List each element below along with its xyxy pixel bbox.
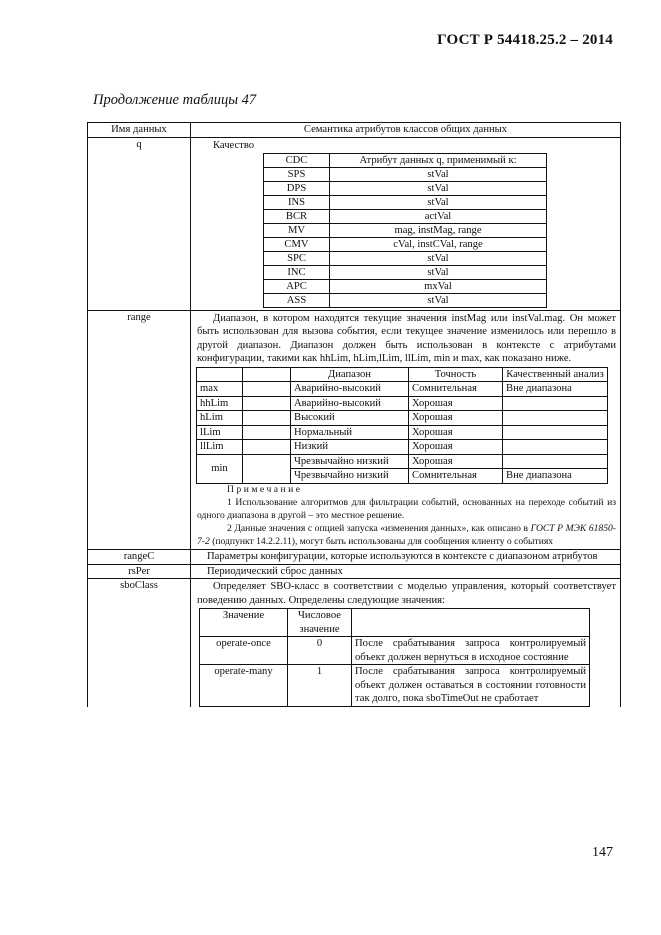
cdc-attribute-cell: actVal — [330, 209, 547, 223]
cdc-class-cell: MV — [264, 223, 330, 237]
sboclass-description: Определяет SBO-класс в соответствии с моделью управления, который соответствует поведению данных. Определены следующие значения: — [197, 581, 616, 606]
range-header-cell: Диапазон — [291, 367, 409, 382]
sbo-description-cell: После срабатывания запроса контролируемый объект должен вернуться в исходное состояние — [352, 637, 590, 665]
sbo-row — [200, 637, 590, 665]
sbo-header-cell: Значение — [200, 609, 288, 637]
cdc-header-cell: CDC — [264, 153, 330, 167]
note-title: Примечание — [227, 483, 303, 495]
range-cell — [243, 396, 291, 411]
cdc-attribute-cell: stVal — [330, 293, 547, 307]
range-cell: Нормальный — [291, 425, 409, 440]
cdc-class-cell: BCR — [264, 209, 330, 223]
table-row-q — [88, 138, 621, 311]
sbo-value-cell: operate-once — [200, 637, 288, 665]
data-name-cell: range — [88, 310, 191, 550]
range-cell: Хорошая — [409, 454, 503, 469]
range-cell — [243, 454, 291, 483]
data-name-cell: rangeC — [88, 550, 191, 565]
range-cell: Вне диапазона — [503, 382, 608, 397]
cdc-row — [264, 167, 547, 181]
range-row — [197, 425, 608, 440]
range-cell — [243, 440, 291, 455]
range-row — [197, 454, 608, 469]
data-attributes-table — [87, 122, 621, 707]
range-row — [197, 382, 608, 397]
range-cell: Хорошая — [409, 440, 503, 455]
table-header-row — [88, 123, 621, 138]
range-cell: max — [197, 382, 243, 397]
range-cell — [503, 425, 608, 440]
range-cell: Аварийно-высокий — [291, 396, 409, 411]
cdc-class-cell: DPS — [264, 181, 330, 195]
cdc-header-cell: Атрибут данных q, применимый к: — [330, 153, 547, 167]
range-cell — [503, 454, 608, 469]
data-name-cell: sboClass — [88, 579, 191, 707]
range-cell: Аварийно-высокий — [291, 382, 409, 397]
range-cell: llLim — [197, 440, 243, 455]
cdc-attribute-cell: mxVal — [330, 279, 547, 293]
cdc-table — [263, 153, 547, 308]
cdc-class-cell: INC — [264, 265, 330, 279]
cdc-class-cell: CMV — [264, 237, 330, 251]
range-cell: Сомнительная — [409, 382, 503, 397]
cdc-attribute-cell: stVal — [330, 167, 547, 181]
cdc-row — [264, 279, 547, 293]
table-continuation-title: Продолжение таблицы 47 — [93, 92, 257, 108]
cdc-row — [264, 181, 547, 195]
range-header-cell: Точность — [409, 367, 503, 382]
note-1: 1 Использование алгоритмов для фильтрации событий, основанных на переходе событий из одного диапазона в другой – это местное решение. — [197, 497, 616, 521]
sbo-header-cell: Числовое значение — [288, 609, 352, 637]
cdc-row — [264, 209, 547, 223]
cdc-attribute-cell: mag, instMag, range — [330, 223, 547, 237]
range-table — [196, 367, 608, 484]
range-cell — [503, 440, 608, 455]
sbo-value-cell: operate-many — [200, 665, 288, 707]
range-cell: Чрезвычайно низкий — [291, 469, 409, 484]
range-cell: Хорошая — [409, 411, 503, 426]
cdc-header-row — [264, 153, 547, 167]
range-cell: hhLim — [197, 396, 243, 411]
range-row — [197, 411, 608, 426]
range-cell: Высокий — [291, 411, 409, 426]
column-header-semantics: Семантика атрибутов классов общих данных — [191, 123, 621, 138]
semantics-cell: Периодический сброс данных — [191, 564, 621, 579]
column-header-name: Имя данных — [88, 123, 191, 138]
range-cell — [503, 411, 608, 426]
semantics-cell — [191, 579, 621, 707]
range-header-cell: Качественный анализ — [503, 367, 608, 382]
sbo-header-cell — [352, 609, 590, 637]
cdc-class-cell: ASS — [264, 293, 330, 307]
range-cell — [243, 411, 291, 426]
table-row-rsPer — [88, 564, 621, 579]
range-header-row — [197, 367, 608, 382]
range-cell: Сомнительная — [409, 469, 503, 484]
cdc-attribute-cell: cVal, instCVal, range — [330, 237, 547, 251]
range-row — [197, 440, 608, 455]
cdc-row — [264, 251, 547, 265]
table-row-range — [88, 310, 621, 550]
q-label: Качество — [213, 140, 255, 151]
cdc-class-cell: SPC — [264, 251, 330, 265]
range-header-cell — [197, 367, 243, 382]
range-cell: Хорошая — [409, 396, 503, 411]
cdc-class-cell: APC — [264, 279, 330, 293]
standard-header: ГОСТ Р 54418.25.2 – 2014 — [437, 32, 613, 48]
note-2: 2 Данные значения с опцией запуска «изменения данных», как описано в ГОСТ Р МЭК 61850-7-2 (подпункт 14.2.2.11), могут быть использованы для сообщения клиенту о событиях — [197, 523, 617, 547]
data-name-cell: q — [88, 138, 191, 311]
table-row-rangeC — [88, 550, 621, 565]
cdc-row — [264, 195, 547, 209]
range-cell — [243, 425, 291, 440]
cdc-class-cell: SPS — [264, 167, 330, 181]
page-number: 147 — [592, 845, 613, 860]
cdc-attribute-cell: stVal — [330, 195, 547, 209]
range-cell — [503, 396, 608, 411]
sbo-numeric-cell: 1 — [288, 665, 352, 707]
cdc-attribute-cell: stVal — [330, 181, 547, 195]
sbo-row — [200, 665, 590, 707]
sbo-description-cell: После срабатывания запроса контролируемый объект должен оставаться в состоянии готовности так долго, пока sboTimeOut не сработает — [352, 665, 590, 707]
range-description: Диапазон, в котором находятся текущие значения instMag или instVal.mag. Он может быть использован для вызова события, если текущее значение изменилось или перешло в другой диапазон. Диапазон должен быть использован в контексте с атрибутами конфигурации, такими как hhLim, hLim,lLim, llLim, min и max, как показано ниже. — [197, 312, 616, 364]
range-cell: Чрезвычайно низкий — [291, 454, 409, 469]
range-cell: min — [197, 454, 243, 483]
cdc-attribute-cell: stVal — [330, 251, 547, 265]
range-cell: hLim — [197, 411, 243, 426]
semantics-cell — [191, 138, 621, 311]
range-cell: lLim — [197, 425, 243, 440]
cdc-row — [264, 293, 547, 307]
data-name-cell: rsPer — [88, 564, 191, 579]
range-row — [197, 396, 608, 411]
sbo-header-row — [200, 609, 590, 637]
range-cell — [243, 382, 291, 397]
range-cell: Хорошая — [409, 425, 503, 440]
table-row-sboClass — [88, 579, 621, 707]
semantics-cell — [191, 310, 621, 550]
sbo-numeric-cell: 0 — [288, 637, 352, 665]
semantics-cell: Параметры конфигурации, которые используются в контексте с диапазоном атрибутов — [191, 550, 621, 565]
cdc-row — [264, 265, 547, 279]
sboclass-table — [199, 608, 590, 707]
range-header-cell — [243, 367, 291, 382]
cdc-row — [264, 223, 547, 237]
cdc-attribute-cell: stVal — [330, 265, 547, 279]
range-cell: Вне диапазона — [503, 469, 608, 484]
cdc-row — [264, 237, 547, 251]
range-cell: Низкий — [291, 440, 409, 455]
cdc-class-cell: INS — [264, 195, 330, 209]
